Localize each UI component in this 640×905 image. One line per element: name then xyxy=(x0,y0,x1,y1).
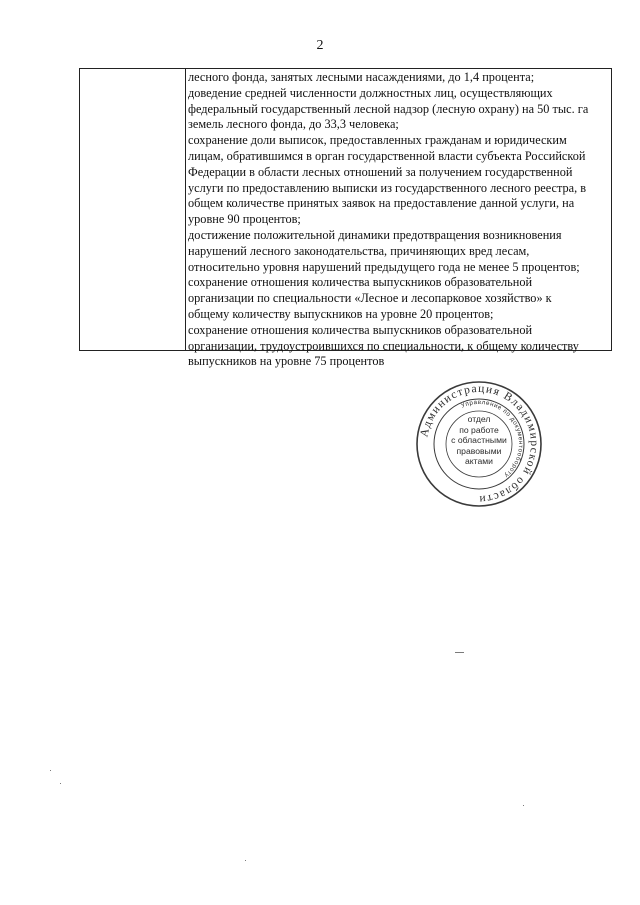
text-line: общему количеству выпускников на уровне 20 процентов; xyxy=(188,306,494,321)
text-line: лесного фонда, занятых лесными насаждениями, до 1,4 процента; xyxy=(188,70,535,84)
scan-speck xyxy=(50,770,51,771)
table-right-cell xyxy=(186,69,611,369)
stamp-center-line: актами xyxy=(465,456,493,467)
text-line: сохранение отношения количества выпускников образовательной xyxy=(188,322,533,337)
text-line: услуги по предоставлению выписки из государственного лесного реестра, в xyxy=(188,180,587,195)
stamp-center-text xyxy=(445,414,513,467)
text-line: сохранение доли выписок, предоставленных гражданам и юридическим xyxy=(188,133,567,148)
document-table xyxy=(79,68,612,369)
text-line: относительно уровня нарушений предыдущего года не менее 5 процентов; xyxy=(188,259,580,274)
text-line: Федерации в области лесных отношений за получением государственной xyxy=(188,164,573,179)
stamp-center-line: по работе xyxy=(459,424,499,435)
stamp-center-line: отдел xyxy=(467,414,491,424)
text-line: земель лесного фонда, до 33,3 человека; xyxy=(188,117,399,132)
text-line: достижение положительной динамики предотвращения возникновения xyxy=(188,227,562,242)
text-line: организации по специальности «Лесное и лесопарковое хозяйство» к xyxy=(188,291,552,306)
text-line: организации, трудоустроившихся по специальности, к общему количеству xyxy=(188,338,579,353)
text-line: федеральный государственный лесной надзор (лесную охрану) на 50 тыс. га xyxy=(188,101,589,116)
text-line: лицам, обратившимся в орган государственной власти субъекта Российской xyxy=(188,148,586,163)
scan-speck xyxy=(60,783,61,784)
page-number: 2 xyxy=(316,38,324,53)
stamp-inner-text: Управление по документообороту xyxy=(460,398,525,480)
official-stamp xyxy=(415,380,543,508)
scan-speck xyxy=(523,805,524,806)
text-line: уровне 90 процентов; xyxy=(188,212,301,227)
stamp-center-line: правовыми xyxy=(456,445,502,456)
stamp-outer-text: Администрация Владимирской области xyxy=(418,382,541,506)
scan-speck xyxy=(245,860,246,861)
text-line: доведение средней численности должностных лиц, осуществляющих xyxy=(188,85,553,100)
scan-speck xyxy=(455,652,464,653)
stamp-center-line: с областными xyxy=(451,435,507,446)
text-line: выпускников на уровне 75 процентов xyxy=(188,354,385,369)
table-left-cell xyxy=(80,69,186,350)
text-line: сохранение отношения количества выпускников образовательной xyxy=(188,275,533,290)
text-line: нарушений лесного законодательства, причиняющих вред лесам, xyxy=(188,243,530,258)
text-line: общем количестве принятых заявок на предоставление данной услуги, на xyxy=(188,196,575,211)
